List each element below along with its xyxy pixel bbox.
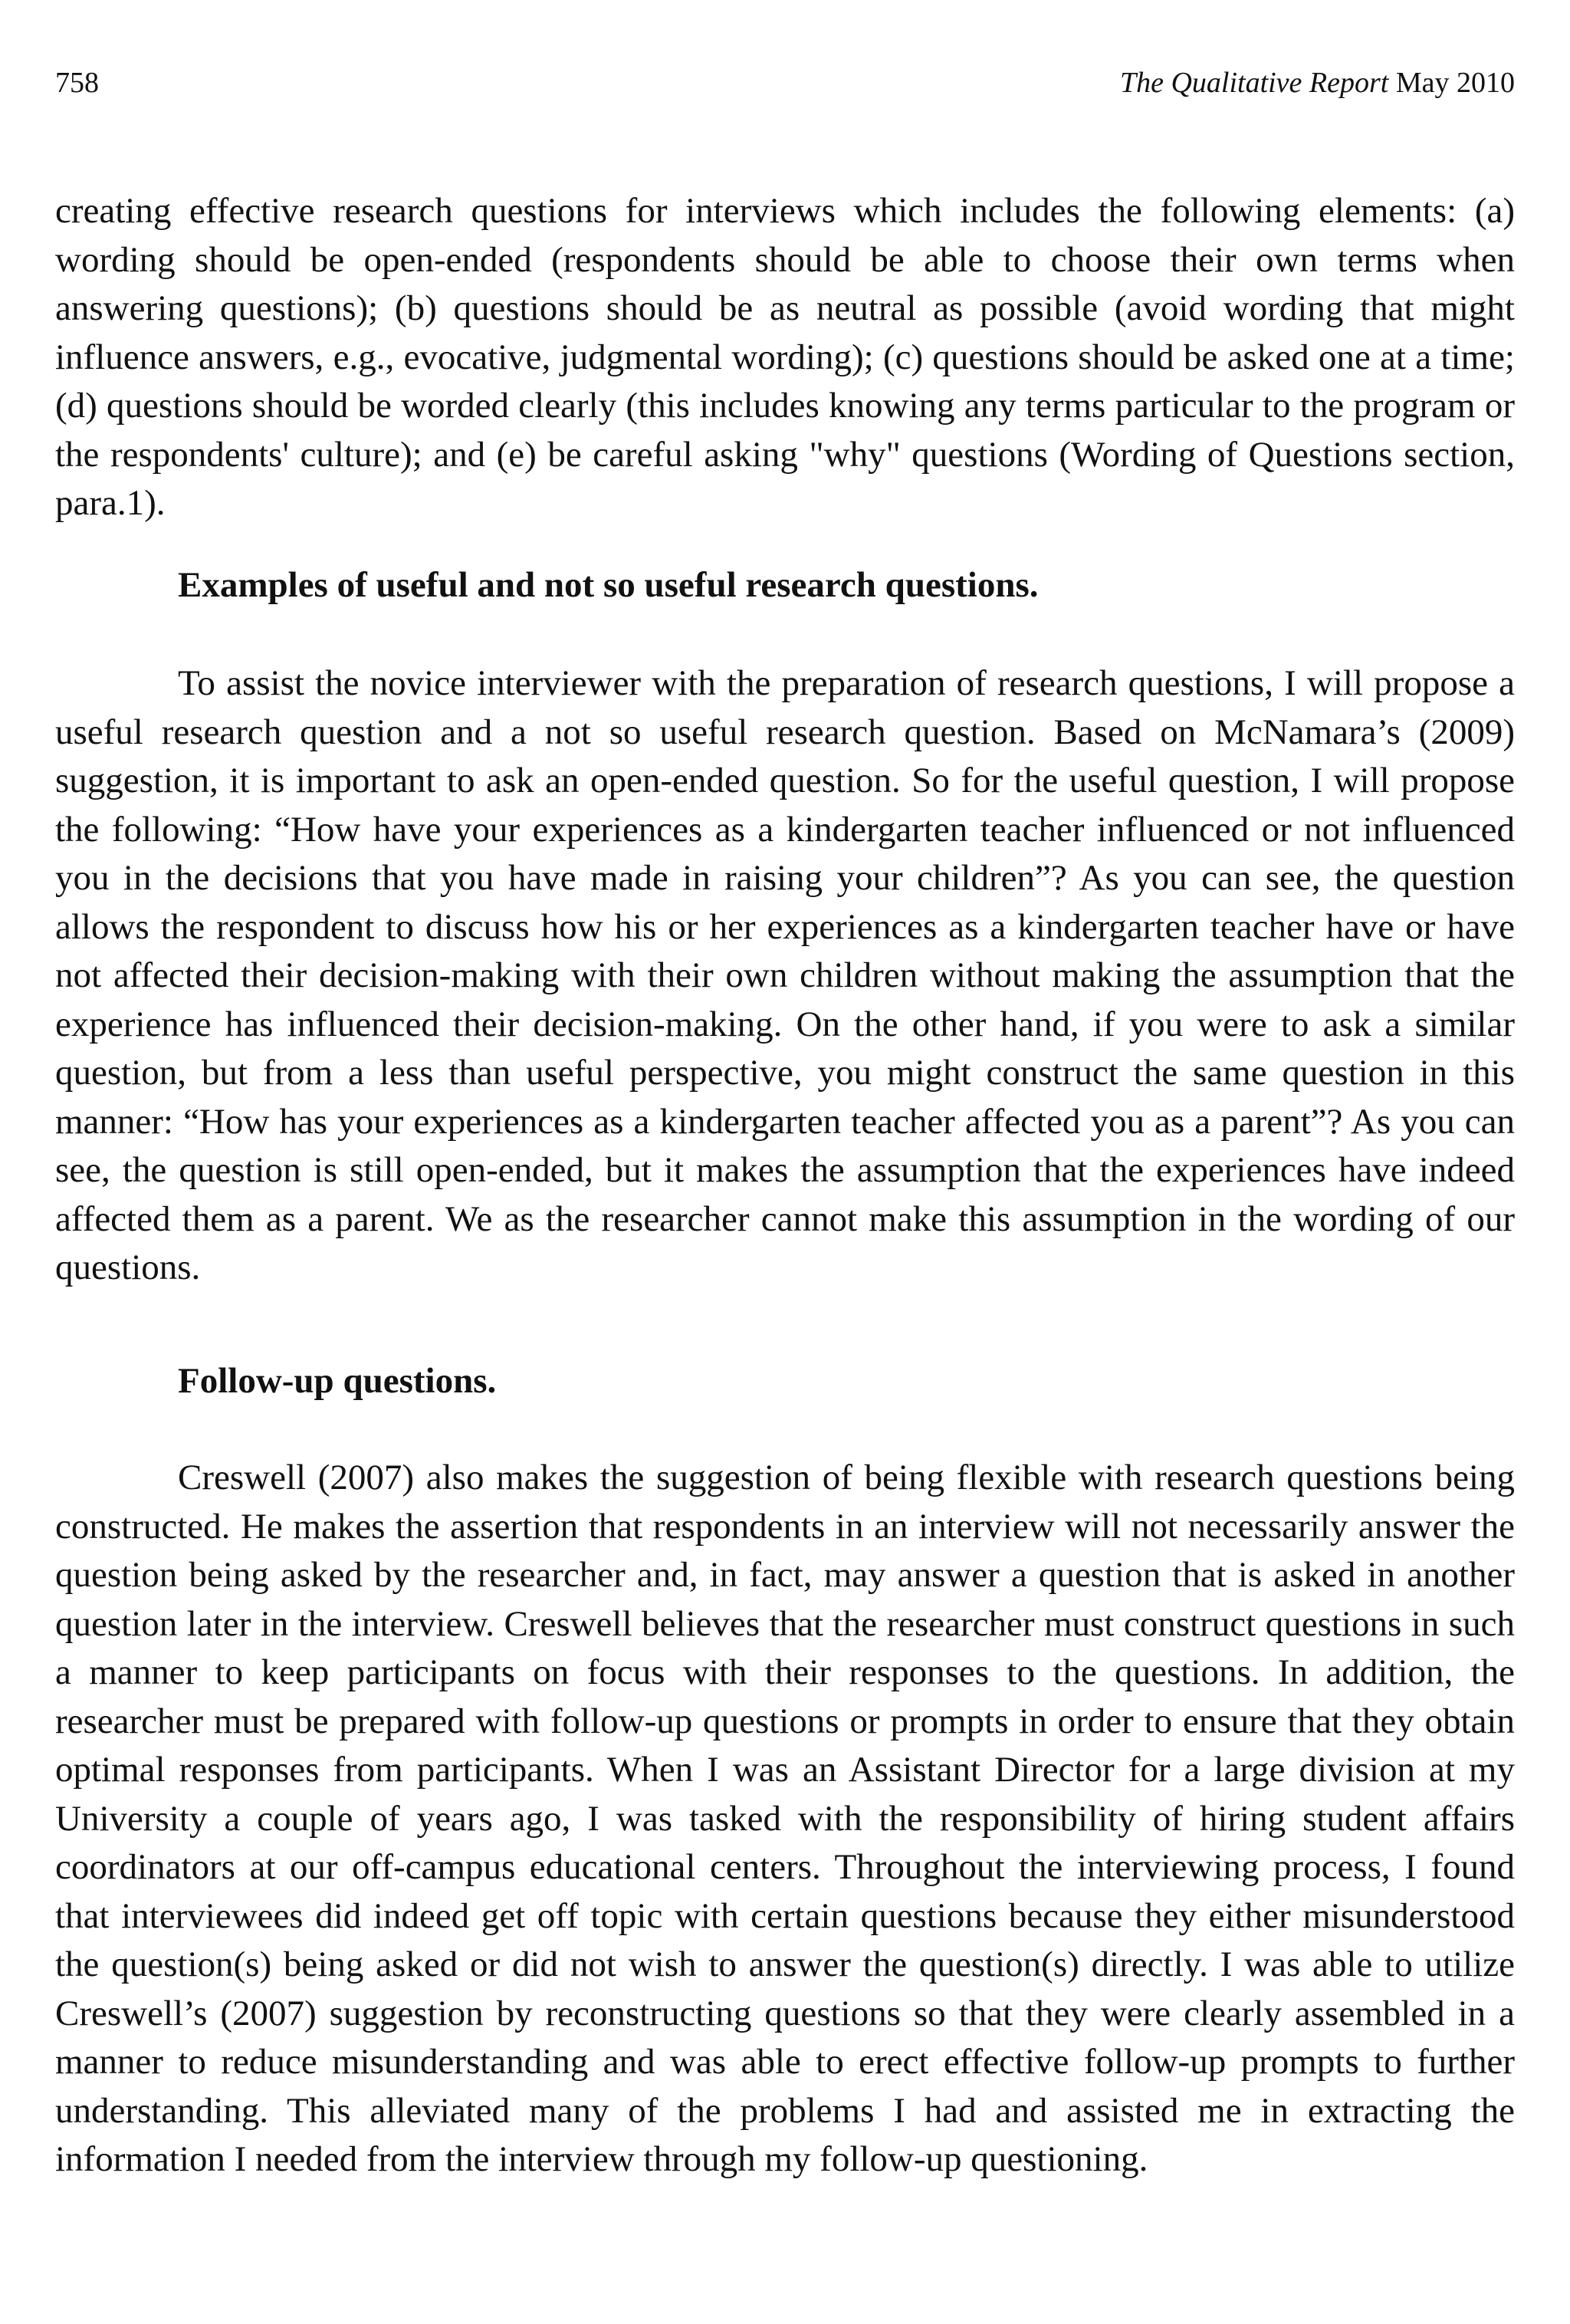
section-heading-useful-questions: Examples of useful and not so useful research questions.	[178, 565, 1039, 605]
page-header	[55, 60, 1515, 106]
paragraph-1-text: creating effective research questions for interviews which includes the following elements: (a) wording should be open-ended (respondents should be able to choose their own terms when answering questions); (b) questions should be as neutral as possible (avoid wording that might influence answers, e.g., evocative, judgmental wording); (c) questions should be asked one at a time; (d) questions should be worded clearly (this includes knowing any terms particular to the program or the respondents' culture); and (e) be careful asking "why" questions (Wording of Questions section, para.1).	[55, 191, 1515, 523]
running-head	[1120, 60, 1515, 106]
paragraph-follow-up	[55, 1454, 1515, 2184]
page-number: 758	[55, 67, 99, 99]
section-heading-follow-up: Follow-up questions.	[178, 1361, 497, 1401]
journal-title: The Qualitative Report	[1119, 67, 1389, 99]
paragraph-continued	[55, 187, 1515, 528]
paragraph-2-text: To assist the novice interviewer with the preparation of research questions, I will propose a useful research question and a not so useful research question. Based on McNamara’s (2009) suggestion, it is important to ask an open-ended question. So for the useful question, I will propose the following: “How have your experiences as a kindergarten teacher influenced or not influenced you in the decisions that you have made in raising your children”? As you can see, the question allows the respondent to discuss how his or her experiences as a kindergarten teacher have or have not affected their decision-making with their own children without making the assumption that the experience has influenced their decision-making. On the other hand, if you were to ask a similar question, but from a less than useful perspective, you might construct the same question in this manner: “How has your experiences as a kindergarten teacher affected you as a parent”? As you can see, the question is still open-ended, but it makes the assumption that the experiences have indeed affected them as a parent. We as the researcher cannot make this assumption in the wording of our questions.	[55, 663, 1515, 1287]
paragraph-useful-questions	[55, 659, 1515, 1293]
paragraph-3-text: Creswell (2007) also makes the suggestion of being flexible with research questions being constructed. He makes the assertion that respondents in an interview will not necessarily answer the question being asked by the researcher and, in fact, may answer a question that is asked in another question later in the interview. Creswell believes that the researcher must construct questions in such a manner to keep participants on focus with their responses to the questions. In addition, the researcher must be prepared with follow-up questions or prompts in order to ensure that they obtain optimal responses from participants. When I was an Assistant Director for a large division at my University a couple of years ago, I was tasked with the responsibility of hiring student affairs coordinators at our off-campus educational centers. Throughout the interviewing process, I found that interviewees did indeed get off topic with certain questions because they either misunderstood the question(s) being asked or did not wish to answer the question(s) directly. I was able to utilize Creswell’s (2007) suggestion by reconstructing questions so that they were clearly assembled in a manner to reduce misunderstanding and was able to erect effective follow-up prompts to further understanding. This alleviated many of the problems I had and assisted me in extracting the information I needed from the interview through my follow-up questioning.	[55, 1458, 1515, 2179]
issue-date: May 2010	[1388, 67, 1515, 99]
